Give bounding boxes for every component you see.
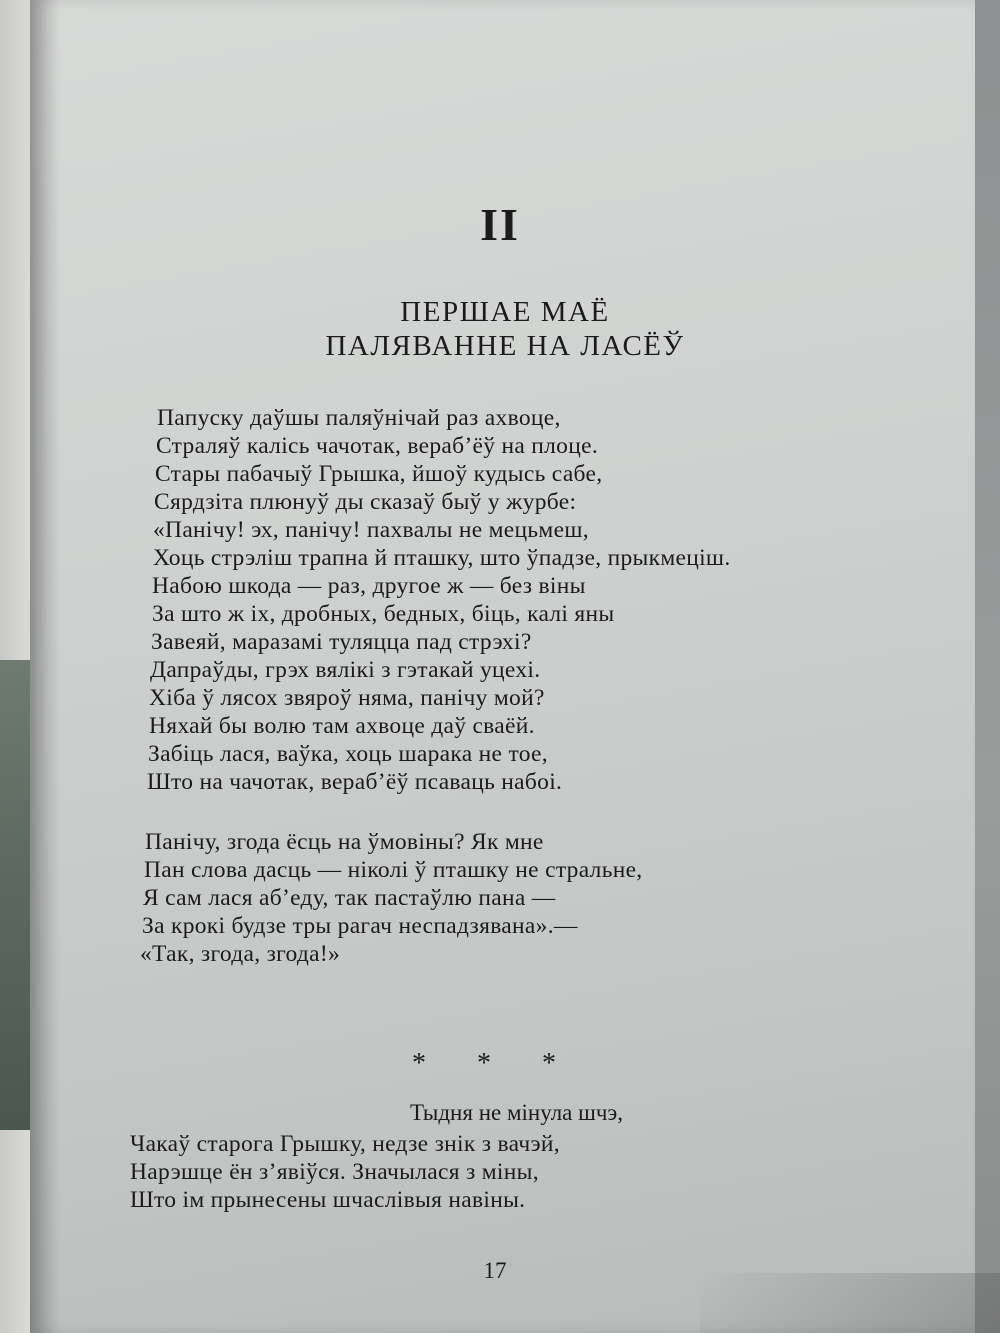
poem-title-line-1: ПЕРШАЕ МАЁ [400,296,610,328]
verse-line: Панічу, згода ёсць на ўмовіны? Як мне [145,829,544,855]
verse-line: За што ж іх, дробных, бедных, біць, калі яны [152,601,615,627]
verse-line: Страляў калісь чачотак, вераб’ёў на плоце. [156,433,598,459]
chapter-number: II [480,199,520,250]
verse-line: За крокі будзе тры рагач неспадзявана».— [142,913,578,939]
verse-line-indented: Тыдня не мінула шчэ, [410,1100,624,1125]
verse-line: «Так, згода, згода!» [140,941,341,967]
verse-line: Нарэшце ён з’явіўся. Значылася з міны, [130,1159,539,1185]
verse-line: Няхай бы волю там ахвоце даў сваёй. [149,713,535,739]
section-separator: * * * [412,1048,578,1079]
verse-line: Завеяй, маразамі туляцца пад стрэхі? [151,629,532,655]
verse-line: Пан слова дасць — ніколі ў пташку не стральне, [144,857,643,883]
verse-line: Я сам лася аб’еду, так пастаўлю пана — [143,885,556,911]
verse-line: Папуску даўшы паляўнічай раз ахвоце, [157,405,561,431]
verse-line: Стары пабачыў Грышка, йшоў кудысь сабе, [155,461,603,487]
verse-line: Набою шкода — раз, другое ж — без віны [152,573,586,599]
verse-line: Сярдзіта плюнуў ды сказаў быў у журбе: [154,489,577,515]
verse-line: Што ім прынесены шчаслівыя навіны. [130,1187,526,1213]
poem-title-line-2: ПАЛЯВАННЕ НА ЛАСЁЎ [325,330,685,362]
verse-line: Што на чачотак, вераб’ёў псаваць набоі. [147,769,563,795]
verse-line: Забіць лася, ваўка, хоць шарака не тое, [148,741,548,767]
verse-line: Хоць стрэліш трапна й пташку, што ўпадзе, прыкмеціш. [153,545,731,571]
page-number: 17 [483,1258,507,1283]
verse-line: Чакаў старога Грышку, недзе знік з вачэй, [130,1131,560,1157]
verse-line: Хіба ў лясох звяроў няма, панічу мой? [149,685,545,711]
verse-line: «Панічу! эх, панічу! пахвалы не мецьмеш, [153,517,589,543]
verse-line: Дапраўды, грэх вялікі з гэтакай уцехі. [150,657,541,683]
